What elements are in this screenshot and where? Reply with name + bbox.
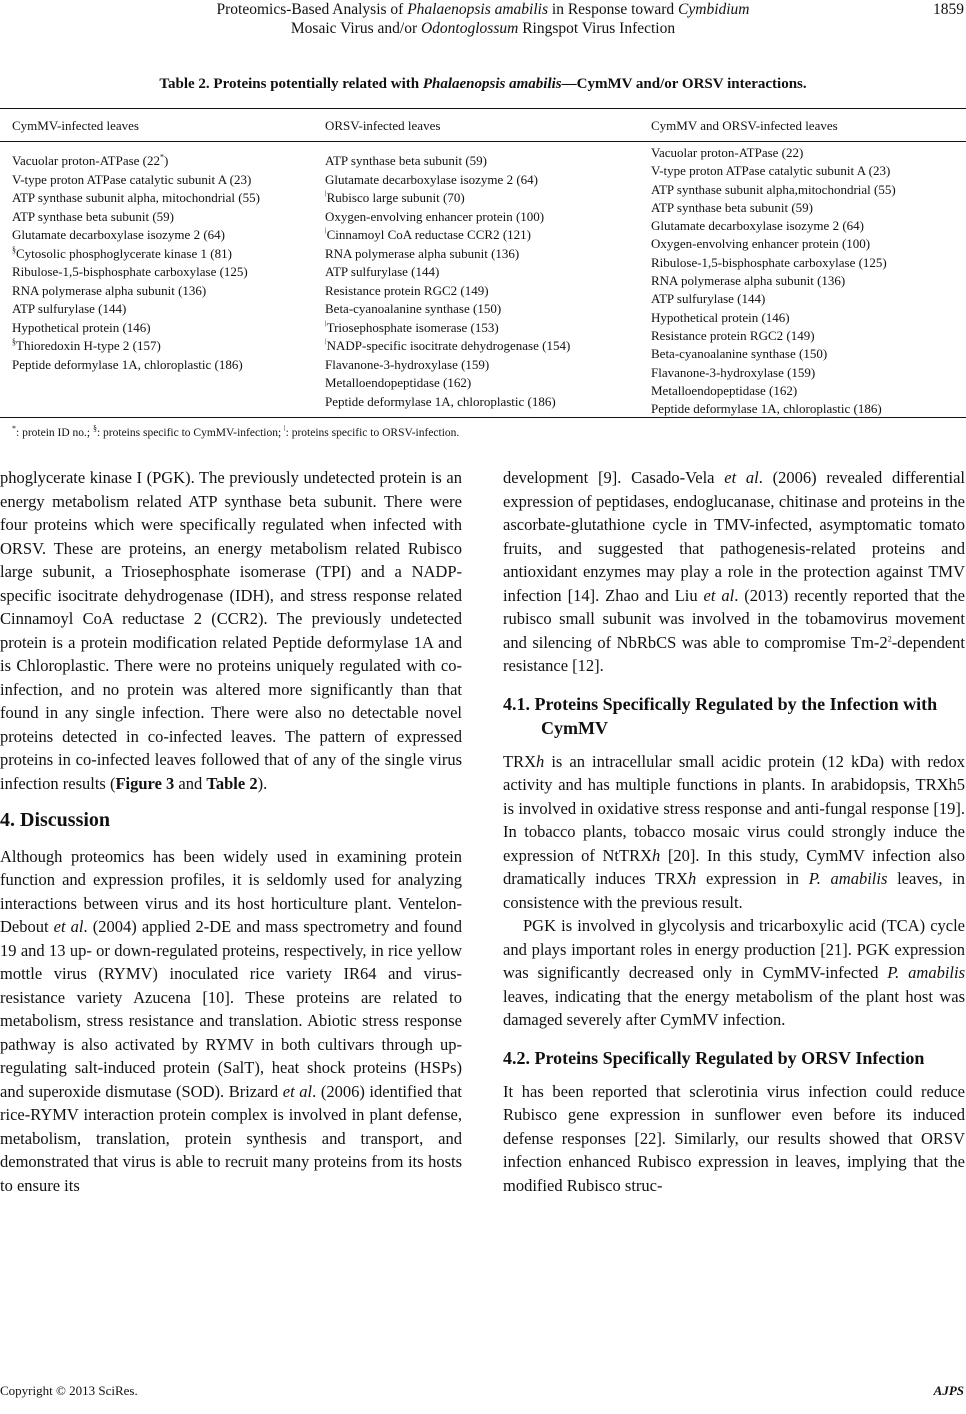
table-cell: V-type proton ATPase catalytic subunit A (23) bbox=[12, 171, 252, 187]
table-header-both: CymMV and ORSV-infected leaves bbox=[651, 118, 838, 133]
table-cell: Glutamate decarboxylase isozyme 2 (64) bbox=[651, 218, 864, 234]
table-cell: ATP synthase beta subunit (59) bbox=[651, 199, 813, 215]
body-paragraph: TRXh is an intracellular small acidic protein (12 kDa) with redox activity and has multiple functions in plants. In arabidopsis, TRXh5 is involved in oxidative stress response and anti-fungal response [19]. In tobacco plants, tobacco mosaic virus could strongly induce the expression of NtTRXh [20]. In this study, CymMV infection also dramatically induces TRXh expression in P. amabilis leaves, in consistence with the previous result. bbox=[503, 751, 965, 912]
figure-reference: Figure 3 bbox=[115, 773, 175, 793]
running-head-species: Phalaenopsis amabilis bbox=[407, 1, 549, 18]
table-cell: ATP sulfurylase (144) bbox=[325, 264, 440, 279]
table-caption-text: Table 2. Proteins potentially related with bbox=[159, 76, 423, 92]
table-cell: ATP sulfurylase (144) bbox=[12, 301, 127, 316]
section-heading-discussion: 4. Discussion bbox=[0, 809, 111, 831]
table-cell: Peptide deformylase 1A, chloroplastic (186) bbox=[325, 393, 556, 409]
body-paragraph: Although proteomics has been widely used in examining protein function and expression profiles, it is seldomly used for analyzing interactions between virus and its host horticulture plant. Ventelon-Debout et al. (2004) applied 2-DE and mass spectrometry and found 19 and 13 up- or down-regulated proteins, respectively, in rice yellow mottle virus (RYMV) inoculated rice variety IR64 and virus-resistance variety Azucena [10]. These proteins are related to metabolism, stress resistance and translation. Abiotic stress response pathway is also activated by RYMV in both cultivars through up-regulating salt-induced protein (SalT), heat shock proteins (HSPs) and superoxide dismutase (SOD). Brizard et al. (2006) identified that rice-RYMV interaction protein complex is involved in plant defense, metabolism, translation, protein synthesis and transport, and demonstrated that virus is able to recruit many proteins from its hosts to ensure its bbox=[0, 846, 462, 1195]
table-cell: Oxygen-envolving enhancer protein (100) bbox=[325, 208, 545, 224]
running-head bbox=[0, 0, 966, 38]
table-cell: Metalloendopeptidase (162) bbox=[651, 382, 798, 398]
table-cell: Oxygen-envolving enhancer protein (100) bbox=[651, 236, 871, 252]
body-paragraph: It has been reported that sclerotinia virus infection could reduce Rubisco gene expression in sunflower even before its induced defense responses [22]. Similarly, our results showed that ORSV infection enhanced Rubisco expression in leaves, implying that the modified Rubisco struc- bbox=[503, 1081, 965, 1195]
table-cell: Flavanone-3-hydroxylase (159) bbox=[651, 364, 816, 380]
table-cell: Glutamate decarboxylase isozyme 2 (64) bbox=[325, 171, 538, 187]
table-column-cymmv bbox=[12, 152, 307, 374]
table-cell: $^ǀ$Triosephosphate isomerase (153) bbox=[325, 319, 499, 335]
table-cell: Hypothetical protein (146) bbox=[651, 309, 790, 325]
table-cell: Ribulose-1,5-bisphosphate carboxylase (125) bbox=[651, 254, 887, 270]
table-cell: Peptide deformylase 1A, chloroplastic (186) bbox=[12, 356, 243, 372]
table-reference: Table 2 bbox=[206, 773, 258, 793]
table-top-rule bbox=[0, 108, 966, 109]
table-cell: ATP synthase subunit alpha,mitochondrial (55) bbox=[651, 181, 896, 197]
table-cell: ATP synthase beta subunit (59) bbox=[12, 208, 174, 224]
table-cell: V-type proton ATPase catalytic subunit A (23) bbox=[651, 163, 891, 179]
table-cell: RNA polymerase alpha subunit (136) bbox=[325, 245, 520, 261]
table-footnote: *: protein ID no.; §: proteins specific to CymMV-infection; $^ǀ$: proteins specific to ORSV-infection. bbox=[12, 424, 460, 439]
table-cell: Peptide deformylase 1A, chloroplastic (186) bbox=[651, 401, 882, 417]
table-cell: §Cytosolic phosphoglycerate kinase 1 (81) bbox=[12, 245, 232, 261]
table-cell: Vacuolar proton-ATPase (22*) bbox=[12, 152, 169, 168]
table-cell: Resistance protein RGC2 (149) bbox=[651, 327, 815, 343]
running-head-line-1 bbox=[0, 0, 966, 19]
table-header-orsv: ORSV-infected leaves bbox=[325, 118, 441, 133]
body-paragraph: phoglycerate kinase I (PGK). The previously undetected protein is an energy metabolism related ATP synthase beta subunit. There were four proteins which were specifically regulated when infected with ORSV. These are proteins, an energy metabolism related Rubisco large subunit, a Triosephosphate isomerase (TPI) and a NADP-specific isocitrate dehydrogenase (IDH), and stress response related Cinnamoyl CoA reductase 2 (CCR2). The previously undetected protein is a protein modification related Peptide deformylase 1A and is Chloroplastic. There were no proteins uniquely regulated with co-infection, and no protein was altered more significantly than that found in any single infection. There were also no detectable novel proteins detected in co-infected leaves. The pattern of expressed proteins in co-infected leaves followed that of any of the single virus infection results (Figure 3 and Table 2). bbox=[0, 468, 462, 793]
table-cell: RNA polymerase alpha subunit (136) bbox=[651, 273, 846, 289]
body-paragraph: development [9]. Casado-Vela et al. (2006) revealed differential expression of peptidases, endoglucanase, chitinase and proteins in the ascorbate-glutathione cycle in TMV-infected, asymptomatic tomato fruits, and suggested that pathogenesis-related proteins and antioxidant enzymes may play a role in the protection against TMV infection [14]. Zhao and Liu et al. (2013) recently reported that the rubisco small subunit was involved in the tobamovirus movement and silencing of NbRbCS was able to compromise $Tm-2^2$-dependent resistance [12]. bbox=[503, 468, 965, 675]
running-head-genus: Odontoglossum bbox=[420, 20, 519, 37]
body-column-right bbox=[503, 466, 965, 1197]
table-cell: §Thioredoxin H-type 2 (157) bbox=[12, 337, 161, 353]
page-number: 1859 bbox=[933, 1, 964, 18]
table-cell: Vacuolar proton-ATPase (22) bbox=[651, 145, 804, 160]
table-cell: $^ǀ$NADP-specific isocitrate dehydrogenase (154) bbox=[325, 337, 571, 353]
table-cell: Glutamate decarboxylase isozyme 2 (64) bbox=[12, 227, 225, 242]
running-head-text: in Response toward bbox=[548, 1, 679, 18]
running-head-line-2 bbox=[0, 19, 966, 38]
table-cell: ATP synthase beta subunit (59) bbox=[325, 153, 487, 168]
running-head-text: Proteomics-Based Analysis of bbox=[216, 1, 408, 18]
running-head-text: Ringspot Virus Infection bbox=[518, 20, 676, 37]
table-cell: Ribulose-1,5-bisphosphate carboxylase (125) bbox=[12, 264, 248, 279]
table-cell: Beta-cyanoalanine synthase (150) bbox=[325, 301, 502, 316]
body-column-left bbox=[0, 466, 462, 1197]
table-column-orsv bbox=[325, 152, 570, 411]
table-cell: Resistance protein RGC2 (149) bbox=[325, 282, 489, 298]
table-column-both bbox=[651, 144, 896, 418]
running-head-genus: Cymbidium bbox=[678, 1, 750, 18]
running-head-text: Mosaic Virus and/or bbox=[290, 20, 421, 37]
journal-abbreviation: AJPS bbox=[933, 1383, 964, 1398]
table-cell: $^ǀ$Rubisco large subunit (70) bbox=[325, 189, 465, 205]
table-header-cymmv: CymMV-infected leaves bbox=[12, 118, 139, 133]
table-cell: ATP synthase subunit alpha, mitochondrial (55) bbox=[12, 190, 260, 205]
table-cell: ATP sulfurylase (144) bbox=[651, 291, 766, 307]
table-cell: Hypothetical protein (146) bbox=[12, 319, 151, 335]
section-heading-4-1: 4.1. Proteins Specifically Regulated by the Infection with CymMV bbox=[503, 693, 938, 738]
section-heading-4-2: 4.2. Proteins Specifically Regulated by ORSV Infection bbox=[503, 1047, 925, 1068]
table-cell: Flavanone-3-hydroxylase (159) bbox=[325, 356, 490, 372]
table-caption bbox=[0, 76, 966, 93]
table-cell: Beta-cyanoalanine synthase (150) bbox=[651, 346, 828, 362]
body-paragraph: PGK is involved in glycolysis and tricarboxylic acid (TCA) cycle and plays important roles in energy production [21]. PGK expression was significantly decreased only in CymMV-infected P. amabilis leaves, indicating that the energy metabolism of the plant host was damaged severely after CymMV infection. bbox=[503, 916, 965, 1029]
table-caption-text: —CymMV and/or ORSV interactions. bbox=[561, 76, 807, 92]
copyright-notice: Copyright © 2013 SciRes. bbox=[0, 1383, 138, 1398]
table-caption-species: Phalaenopsis amabilis bbox=[422, 76, 562, 92]
table-cell: $^ǀ$Cinnamoyl CoA reductase CCR2 (121) bbox=[325, 226, 531, 242]
table-cell: RNA polymerase alpha subunit (136) bbox=[12, 282, 207, 298]
table-cell: Metalloendopeptidase (162) bbox=[325, 375, 472, 390]
table-header-rule bbox=[0, 141, 966, 142]
